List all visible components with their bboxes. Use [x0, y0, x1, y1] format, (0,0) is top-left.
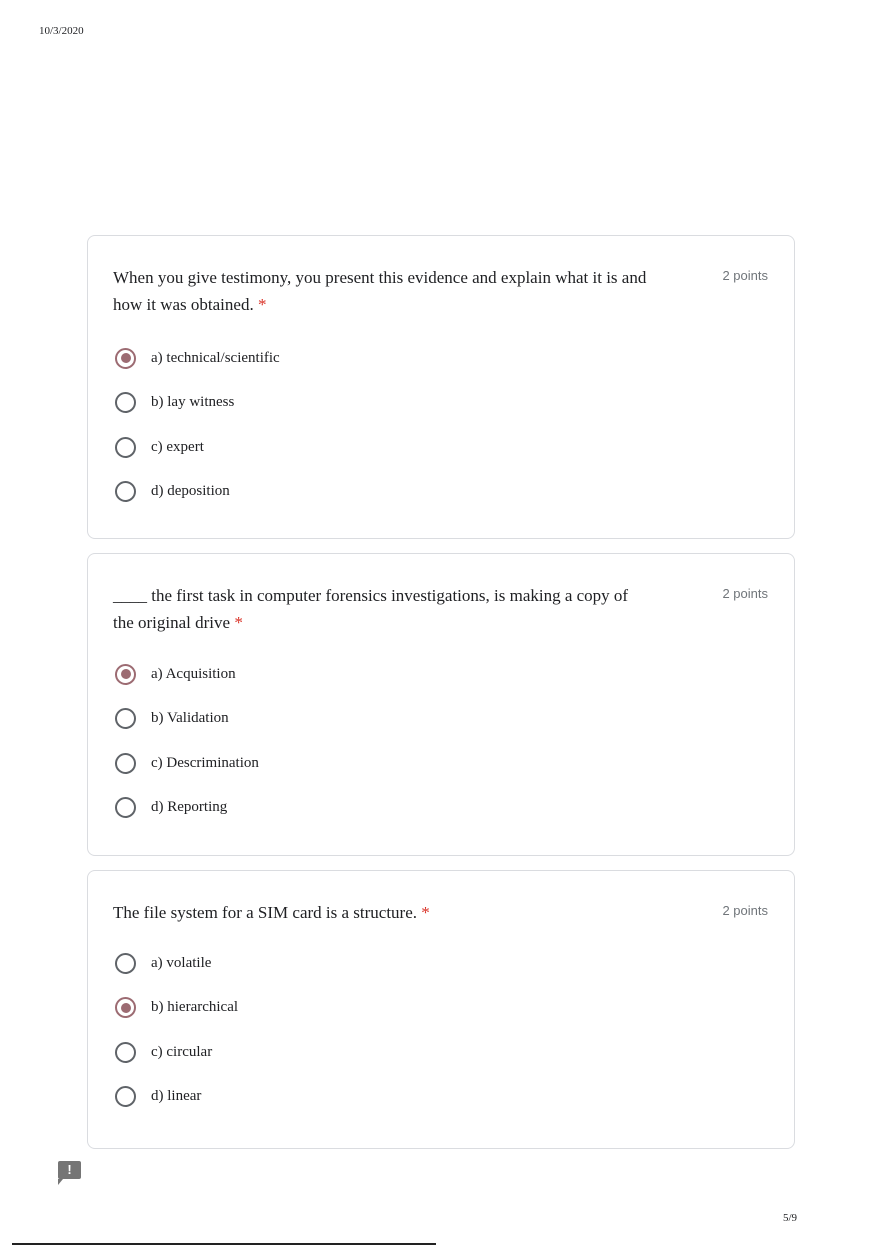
radio-unchecked-icon[interactable]: [115, 481, 136, 502]
points-label: 2 points: [722, 268, 768, 283]
option[interactable]: [115, 1030, 238, 1075]
radio-checked-icon[interactable]: [115, 997, 136, 1018]
footer-rule: [12, 1243, 436, 1245]
option[interactable]: [115, 652, 259, 697]
options-group: [115, 336, 280, 514]
option-label: b) lay witness: [151, 394, 235, 411]
question-text: [113, 582, 653, 636]
options-group: [115, 941, 238, 1119]
option[interactable]: [115, 697, 259, 742]
option-label: c) Descrimination: [151, 754, 259, 771]
question-label: The file system for a SIM card is a structure.: [113, 903, 418, 922]
option[interactable]: [115, 741, 259, 786]
option-label: d) Reporting: [151, 799, 228, 816]
option[interactable]: [115, 470, 280, 515]
question-label: When you give testimony, you present this evidence and explain what it is and how it was obtained.: [113, 268, 647, 314]
required-asterisk: *: [257, 295, 267, 314]
option-label: a) volatile: [151, 954, 212, 971]
option[interactable]: [115, 381, 280, 426]
points-label: 2 points: [722, 586, 768, 601]
option-label: c) circular: [151, 1043, 213, 1060]
radio-unchecked-icon[interactable]: [115, 437, 136, 458]
radio-unchecked-icon[interactable]: [115, 753, 136, 774]
option[interactable]: [115, 786, 259, 831]
option[interactable]: [115, 1075, 238, 1120]
option-label: d) linear: [151, 1088, 202, 1105]
question-text: [113, 899, 653, 926]
option-label: a) technical/scientific: [151, 349, 280, 366]
required-asterisk: *: [234, 613, 243, 632]
question-card: [87, 553, 795, 856]
option-label: b) hierarchical: [151, 999, 239, 1016]
radio-unchecked-icon[interactable]: [115, 392, 136, 413]
option[interactable]: [115, 336, 280, 381]
report-icon[interactable]: !: [58, 1161, 81, 1179]
option-label: b) Validation: [151, 710, 229, 727]
option-label: c) expert: [151, 438, 204, 455]
question-card: [87, 235, 795, 539]
radio-checked-icon[interactable]: [115, 348, 136, 369]
radio-unchecked-icon[interactable]: [115, 797, 136, 818]
radio-unchecked-icon[interactable]: [115, 953, 136, 974]
option[interactable]: [115, 986, 238, 1031]
option-label: d) deposition: [151, 483, 230, 500]
option[interactable]: [115, 425, 280, 470]
question-label: ____ the first task in computer forensics investigations, is making a copy of the original drive: [113, 586, 629, 632]
option[interactable]: [115, 941, 238, 986]
radio-checked-icon[interactable]: [115, 664, 136, 685]
required-asterisk: *: [421, 903, 430, 922]
question-card: [87, 870, 795, 1149]
options-group: [115, 652, 259, 830]
radio-unchecked-icon[interactable]: [115, 708, 136, 729]
question-text: [113, 264, 653, 318]
option-label: a) Acquisition: [151, 665, 236, 682]
radio-unchecked-icon[interactable]: [115, 1042, 136, 1063]
radio-unchecked-icon[interactable]: [115, 1086, 136, 1107]
page-number: 5/9: [783, 1212, 798, 1224]
print-date: 10/3/2020: [39, 25, 84, 37]
points-label: 2 points: [722, 903, 768, 918]
